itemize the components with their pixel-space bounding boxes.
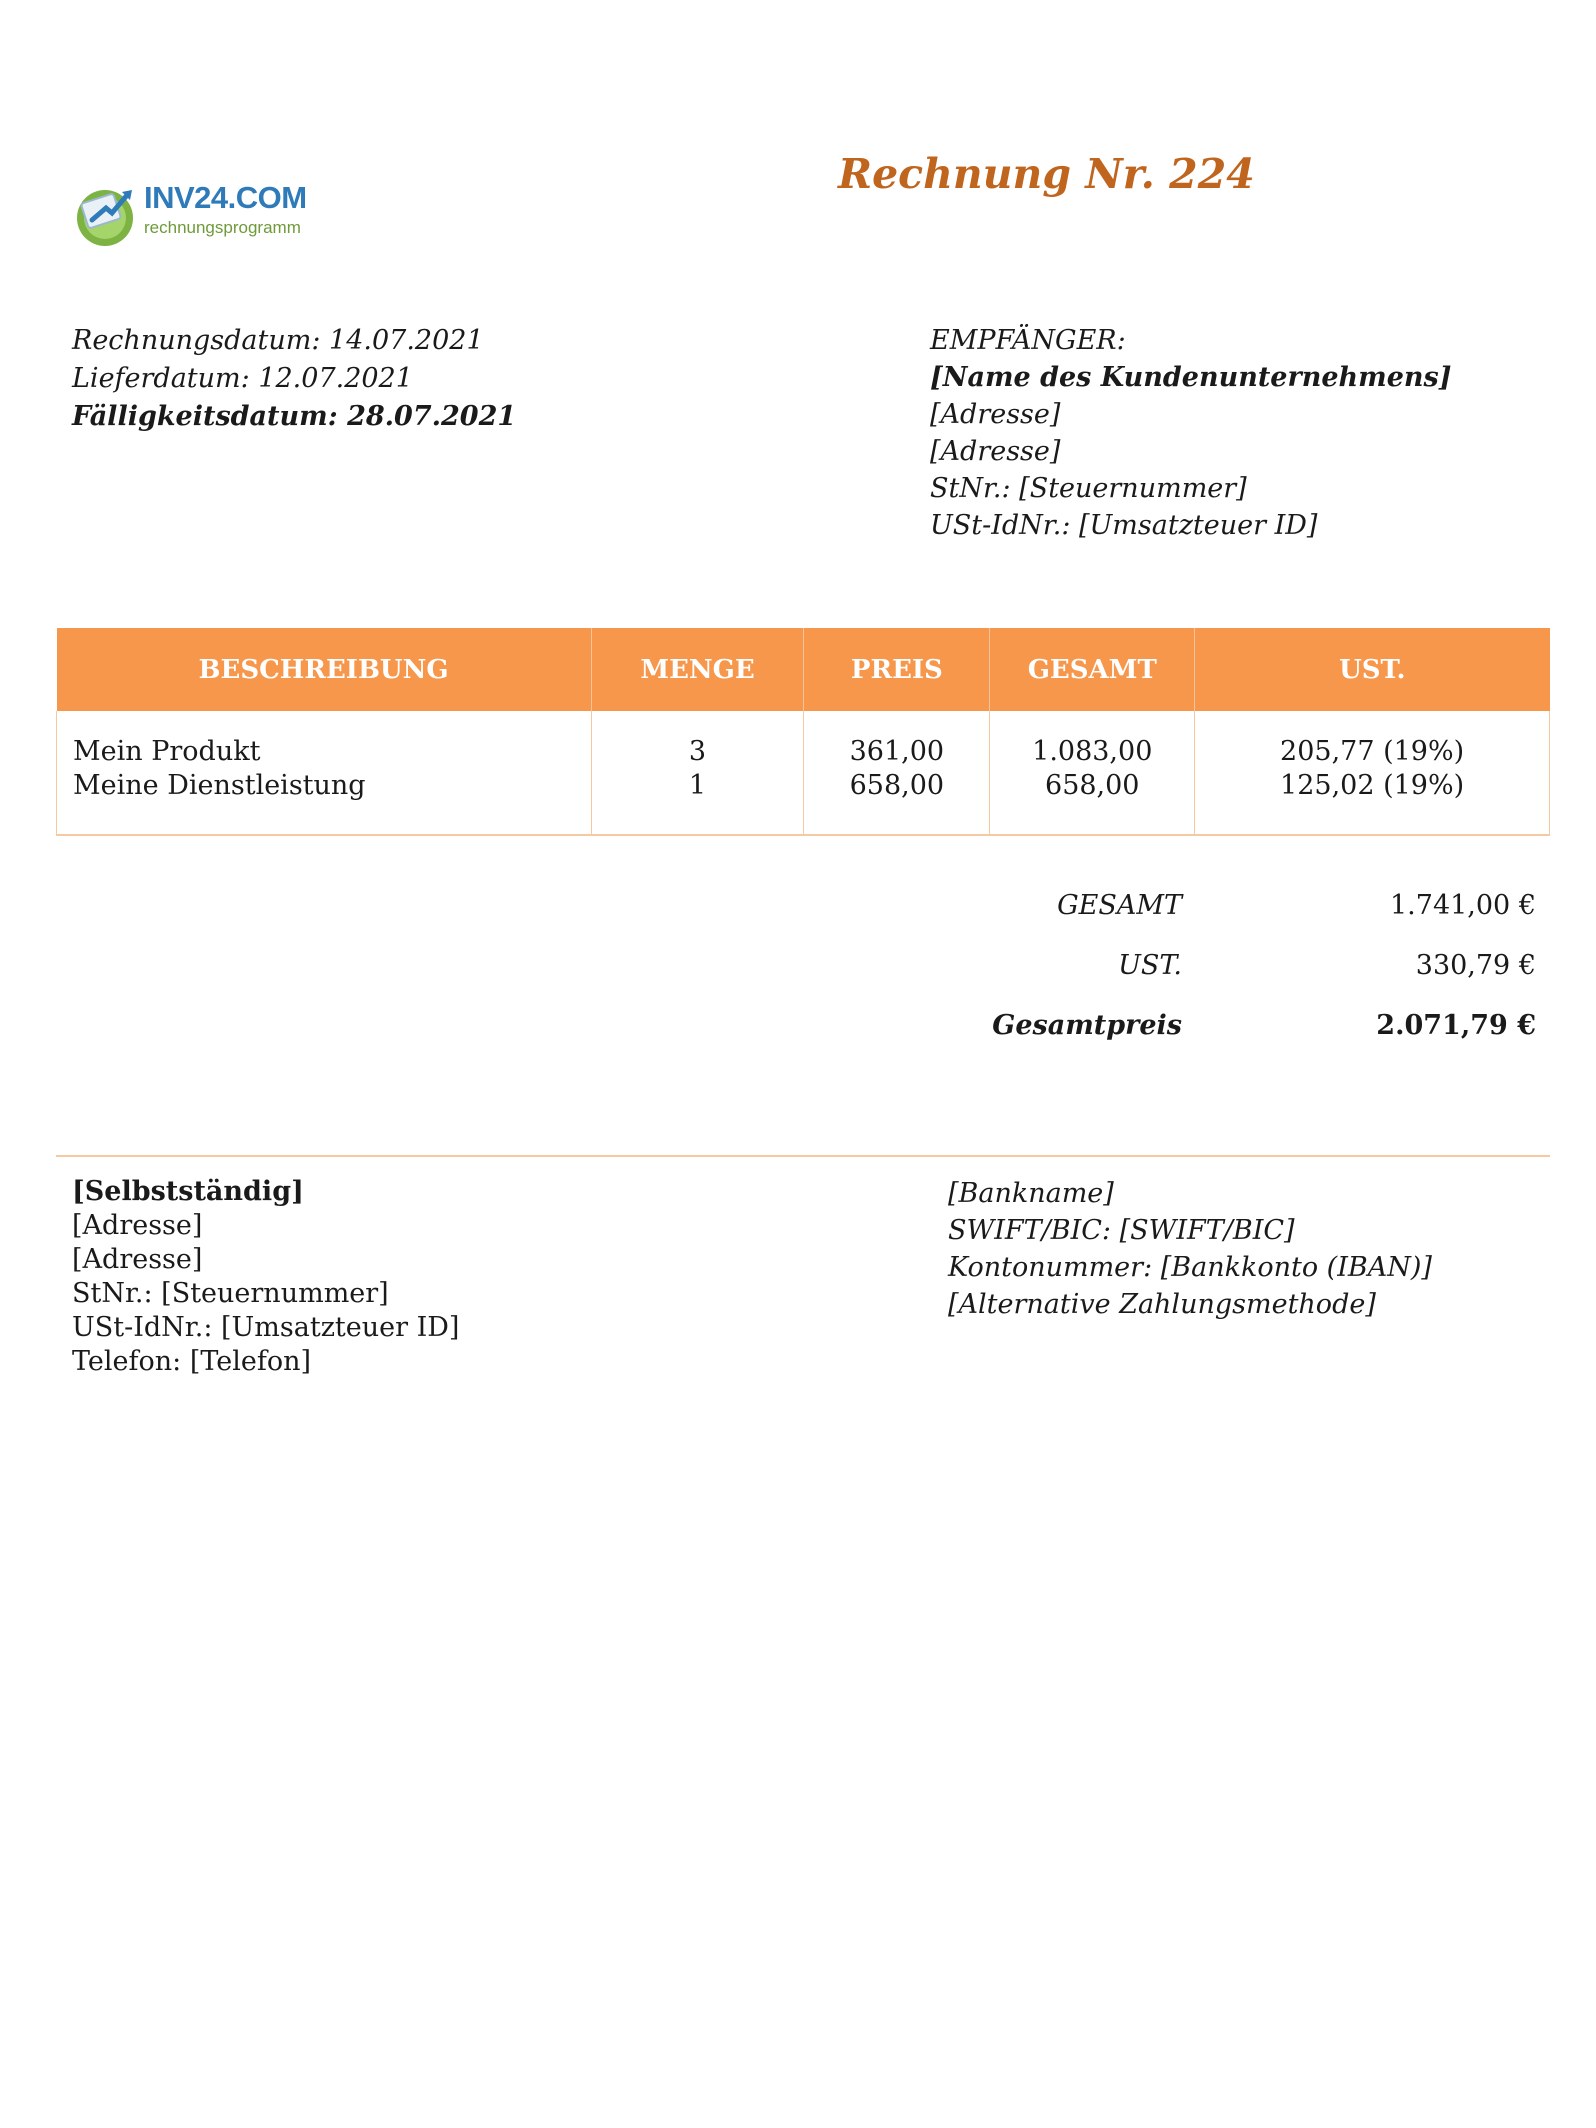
recipient-address-1: [Adresse]: [930, 399, 1061, 430]
table-row: [57, 711, 1550, 835]
table-header-row: [57, 628, 1550, 711]
logo-tagline: rechnungsprogramm: [144, 218, 301, 237]
invoice-dates: [72, 322, 516, 436]
sender-vat-id: USt-IdNr.: [Umsatzteuer ID]: [72, 1312, 460, 1343]
gross-total-label: Gesamtpreis: [992, 1010, 1182, 1041]
column-header: UST.: [1195, 628, 1550, 711]
invoice-title: Rechnung Nr. 224: [838, 150, 1255, 198]
sender-phone: Telefon: [Telefon]: [72, 1346, 312, 1377]
recipient-block: [930, 322, 1452, 544]
net-total-row: [960, 890, 1540, 950]
net-total-label: GESAMT: [1057, 890, 1182, 921]
column-header: BESCHREIBUNG: [57, 628, 592, 711]
bank-name: [Bankname]: [948, 1178, 1114, 1209]
item-vat: 205,77 (19%): [1280, 736, 1465, 767]
bank-account: Kontonummer: [Bankkonto (IBAN)]: [948, 1252, 1432, 1283]
item-total: 1.083,00: [1032, 736, 1153, 767]
delivery-date: Lieferdatum: 12.07.2021: [72, 363, 413, 394]
bank-alt-payment: [Alternative Zahlungsmethode]: [948, 1289, 1376, 1320]
vat-cell: [1195, 711, 1550, 835]
recipient-vat-id: USt-IdNr.: [Umsatzteuer ID]: [930, 510, 1318, 541]
sender-address-1: [Adresse]: [72, 1210, 203, 1241]
description-cell: [57, 711, 592, 835]
sender-name: [Selbstständig]: [72, 1176, 304, 1207]
item-vat: 125,02 (19%): [1280, 770, 1465, 801]
totals-block: [960, 890, 1540, 1070]
logo-icon: [72, 180, 142, 250]
net-total-value: 1.741,00 €: [1390, 890, 1536, 921]
sender-block: [72, 1175, 459, 1379]
column-header: GESAMT: [990, 628, 1195, 711]
vat-total-row: [960, 950, 1540, 1010]
vat-total-value: 330,79 €: [1415, 950, 1536, 981]
total-cell: [990, 711, 1195, 835]
item-description: Mein Produkt: [73, 736, 261, 767]
vat-total-label: UST.: [1118, 950, 1182, 981]
recipient-heading: EMPFÄNGER:: [930, 325, 1126, 356]
item-price: 658,00: [849, 770, 945, 801]
column-header: MENGE: [591, 628, 804, 711]
item-description: Meine Dienstleistung: [73, 770, 366, 801]
item-quantity: 1: [688, 770, 707, 801]
price-cell: [804, 711, 990, 835]
quantity-cell: [591, 711, 804, 835]
recipient-tax-number: StNr.: [Steuernummer]: [930, 473, 1247, 504]
company-logo: [72, 180, 307, 260]
logo-wordmark: INV24.COM: [144, 180, 307, 215]
bank-swift: SWIFT/BIC: [SWIFT/BIC]: [948, 1215, 1295, 1246]
invoice-date: Rechnungsdatum: 14.07.2021: [72, 325, 484, 356]
bank-block: [948, 1175, 1432, 1323]
recipient-address-2: [Adresse]: [930, 436, 1061, 467]
column-header: PREIS: [804, 628, 990, 711]
footer-divider: [56, 1155, 1550, 1157]
item-quantity: 3: [688, 736, 707, 767]
line-items-table: [56, 628, 1550, 836]
gross-total-row: [960, 1010, 1540, 1070]
item-price: 361,00: [849, 736, 945, 767]
recipient-name: [Name des Kundenunternehmens]: [930, 362, 1452, 393]
gross-total-value: 2.071,79 €: [1376, 1010, 1536, 1041]
sender-address-2: [Adresse]: [72, 1244, 203, 1275]
sender-tax-number: StNr.: [Steuernummer]: [72, 1278, 389, 1309]
item-total: 658,00: [1045, 770, 1140, 801]
due-date: Fälligkeitsdatum: 28.07.2021: [72, 401, 517, 432]
